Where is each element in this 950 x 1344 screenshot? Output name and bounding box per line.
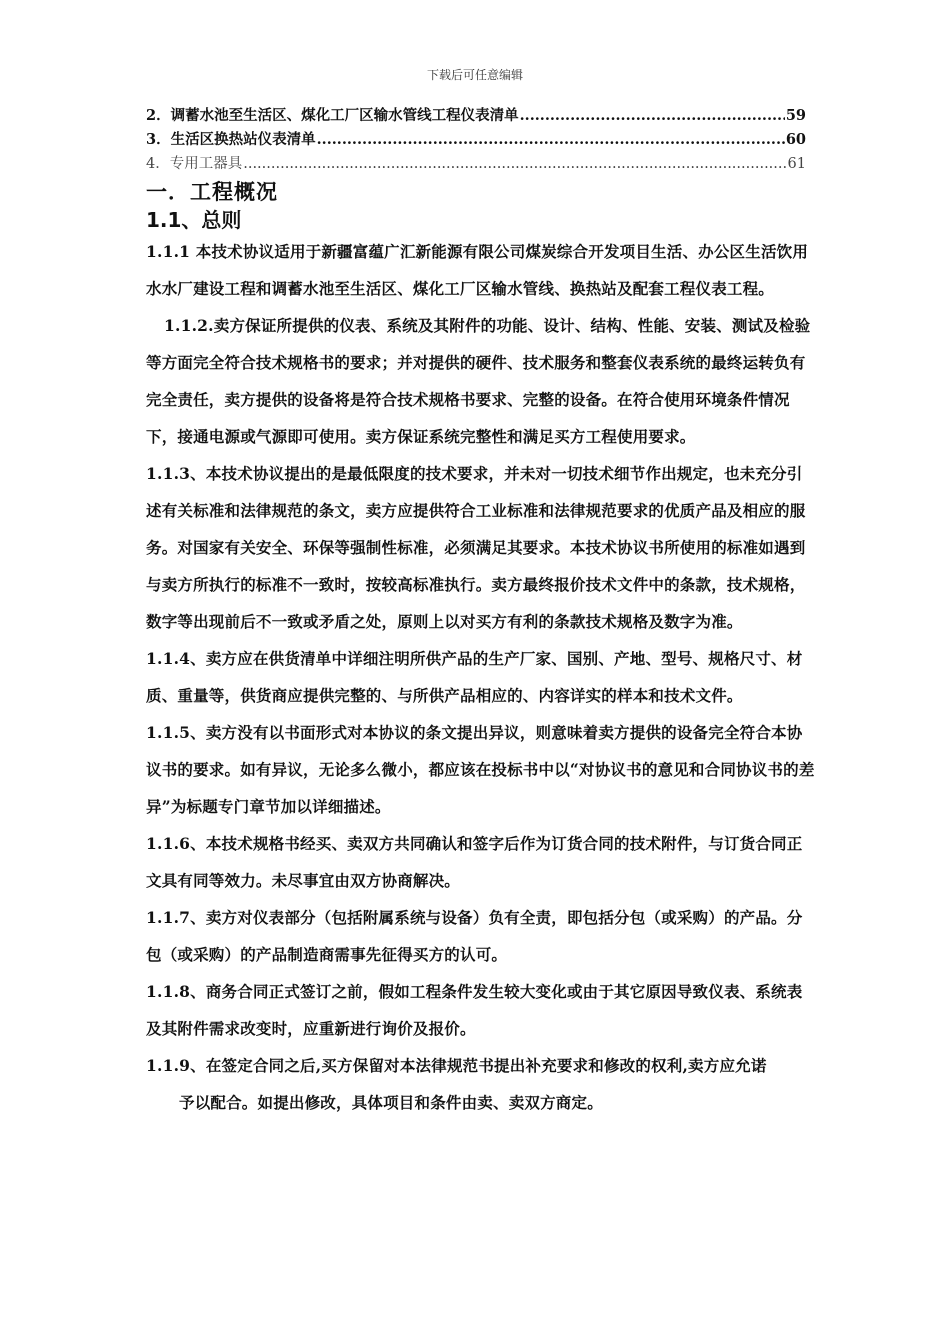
clause-1-1-3: 1.1.3、本技术协议提出的是最低限度的技术要求，并未对一切技术细节作出规定，也未充分引述有关标准和法律规范的条文，卖方应提供符合工业标准和法律规范要求的优质产品及相应的服务。对国家有关安全、环保等强制性标准，必须满足其要求。本技术协议书所使用的标准如遇到与卖方所执行的标准不一致时，按较高标准执行。卖方最终报价技术文件中的条款，技术规格，数字等出现前后不一致或矛盾之处，原则上以对买方有利的条款技术规格及数字为准。 — [146, 464, 806, 631]
clause-1-1-6: 1.1.6、本技术规格书经买、卖双方共同确认和签字后作为订货合同的技术附件，与订货合同正文具有同等效力。未尽事宜由双方协商解决。 — [146, 834, 803, 890]
toc-number: 4． — [146, 156, 170, 172]
toc-leader-dots — [317, 131, 785, 148]
clause-1-1-9 — [146, 1047, 818, 1121]
toc-page-number: 60 — [785, 131, 806, 148]
clause-1-1-8: 1.1.8、商务合同正式签订之前，假如工程条件发生较大变化或由于其它原因导致仪表、系统表及其附件需求改变时，应重新进行询价及报价。 — [146, 982, 803, 1038]
clause-1-1-7: 1.1.7、卖方对仪表部分（包括附属系统与设备）负有全责，即包括分包（或采购）的产品。分包（或采购）的产品制造商需事先征得买方的认可。 — [146, 908, 803, 964]
document-body — [146, 233, 818, 1121]
clause-1-1-9-line-2: 予以配合。如提出修改，具体项目和条件由卖、卖双方商定。 — [179, 1093, 603, 1112]
toc-page-number: 59 — [785, 107, 806, 124]
toc-title: 调蓄水池至生活区、煤化工厂区输水管线工程仪表清单 — [170, 107, 519, 124]
toc-entry[interactable] — [146, 152, 806, 176]
toc-page-number: 61 — [787, 156, 806, 172]
section-heading: 一．工程概况 — [146, 180, 278, 204]
clause-1-1-9-line-1: 1.1.9、在签定合同之后,买方保留对本法律规范书提出补充要求和修改的权利,卖方应允诺 — [146, 1056, 767, 1075]
toc-entry[interactable] — [146, 128, 806, 152]
clause-1-1-4: 1.1.4、卖方应在供货清单中详细注明所供产品的生产厂家、国别、产地、型号、规格尺寸、材质、重量等，供货商应提供完整的、与所供产品相应的、内容详实的样本和技术文件。 — [146, 649, 803, 705]
toc-leader-dots — [243, 156, 786, 172]
toc-leader-dots — [520, 107, 785, 124]
table-of-contents — [146, 104, 806, 176]
header-note: 下载后可任意编辑 — [426, 68, 523, 82]
clause-1-1-2: 1.1.2.卖方保证所提供的仪表、系统及其附件的功能、设计、结构、性能、安装、测试及检验等方面完全符合技术规格书的要求；并对提供的硬件、技术服务和整套仪表系统的最终运转负有完全责任，卖方提供的设备将是符合技术规格书要求、完整的设备。在符合使用环境条件情况下，接通电源或气源即可使用。卖方保证系统完整性和满足买方工程使用要求。 — [146, 316, 811, 446]
toc-title: 生活区换热站仪表清单 — [170, 131, 316, 148]
subsection-heading: 1.1、总则 — [146, 208, 242, 232]
clause-1-1-5: 1.1.5、卖方没有以书面形式对本协议的条文提出异议，则意味着卖方提供的设备完全符合本协议书的要求。如有异议，无论多么微小，都应该在投标书中以“对协议书的意见和合同协议书的差异”为标题专门章节加以详细描述。 — [146, 723, 815, 816]
toc-number: 3． — [146, 131, 171, 148]
toc-number: 2． — [146, 107, 171, 124]
clause-1-1-1: 1.1.1 本技术协议适用于新疆富蕴广汇新能源有限公司煤炭综合开发项目生活、办公区生活饮用水水厂建设工程和调蓄水池至生活区、煤化工厂区输水管线、换热站及配套工程仪表工程。 — [146, 242, 809, 298]
toc-entry[interactable] — [146, 104, 806, 128]
toc-title: 专用工器具 — [169, 156, 243, 172]
